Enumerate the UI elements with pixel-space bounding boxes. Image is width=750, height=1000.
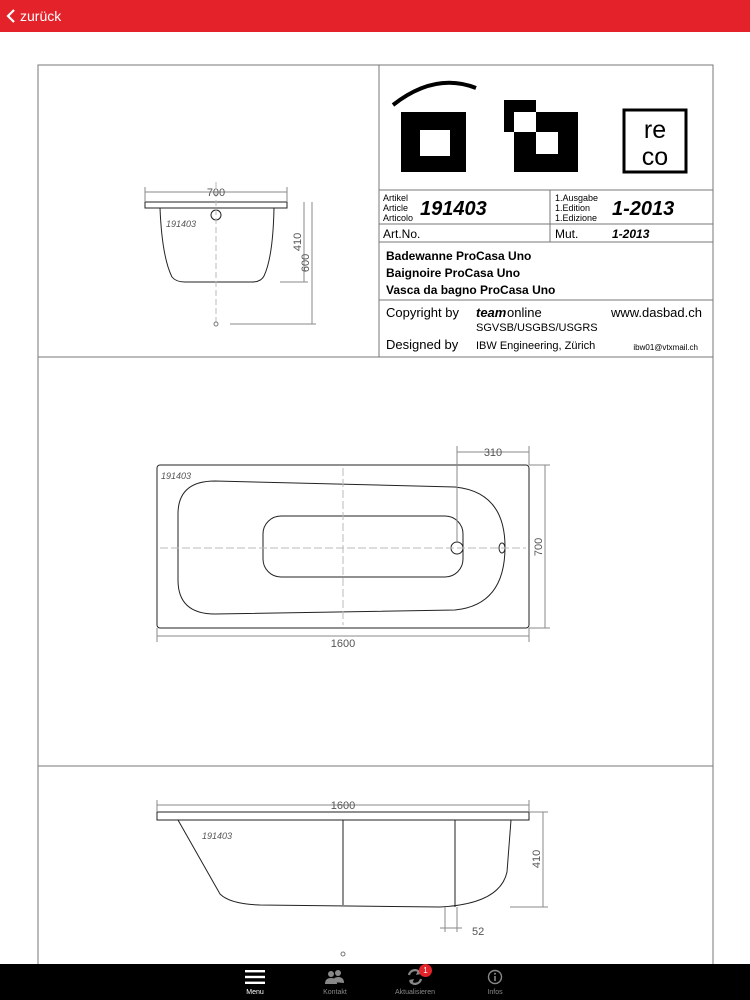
top-drain-offset-dim: 310 (483, 447, 503, 459)
front-product-code: 191403 (166, 219, 197, 229)
info-icon (487, 969, 503, 985)
drawing-canvas (0, 32, 750, 964)
top-product-code: 191403 (161, 471, 192, 481)
top-width-dim: 700 (533, 537, 545, 557)
edition-label-fr: 1.Edition (555, 203, 591, 213)
edition-value: 1-2013 (612, 198, 675, 220)
side-view-drawing (157, 800, 548, 956)
tab-kontakt[interactable] (295, 964, 375, 1000)
back-button[interactable] (6, 0, 61, 32)
tab-menu-label: Menu (246, 989, 264, 996)
side-product-code: 191403 (202, 831, 233, 841)
edition-label-de: 1.Ausgabe (555, 193, 599, 203)
article-label-fr: Article (383, 203, 409, 213)
tab-infos-label: Infos (487, 989, 503, 996)
product-name-it: Vasca da bagno ProCasa Uno (386, 283, 556, 297)
mut-label: Mut. (555, 227, 579, 241)
back-button-label: zurück (20, 8, 62, 24)
bottom-tab-bar (0, 964, 750, 1000)
top-length-dim: 1600 (330, 638, 356, 650)
side-depth-dim: 410 (531, 849, 543, 869)
update-count-badge: 1 (419, 964, 432, 977)
front-total-height-dim: 600 (300, 253, 312, 273)
article-label-de: Artikel (383, 193, 409, 203)
designed-label: Designed by (386, 337, 459, 352)
front-inner-height-dim: 410 (292, 232, 304, 252)
tab-kontakt-label: Kontakt (323, 989, 347, 996)
squares-logo (504, 100, 578, 172)
artno-label: Art.No. (383, 227, 421, 241)
designer-name: IBW Engineering, Zürich (476, 340, 596, 352)
email-text: ibw01@vtxmail.ch (633, 343, 698, 352)
article-label-it: Articolo (383, 213, 414, 223)
tab-aktualisieren[interactable] (375, 964, 455, 1000)
contacts-icon (324, 969, 346, 985)
tab-infos[interactable] (455, 964, 535, 1000)
chevron-left-icon (6, 9, 16, 23)
house-logo (393, 83, 476, 172)
tab-aktualisieren-label: Aktualisieren (394, 989, 436, 996)
article-number: 191403 (420, 198, 487, 220)
technical-drawing-sheet[interactable] (0, 32, 750, 964)
product-name-de: Badewanne ProCasa Uno (386, 249, 532, 263)
tab-menu[interactable] (215, 964, 295, 1000)
online-word: online (507, 305, 542, 320)
logo-text-co: co (641, 143, 669, 171)
logo-text-re: re (643, 116, 667, 144)
associations-text: SGVSB/USGBS/USGRS (476, 322, 598, 334)
copyright-label: Copyright by (386, 305, 459, 320)
hamburger-menu-icon (244, 969, 266, 985)
top-view-drawing (157, 446, 550, 642)
side-length-dim: 1600 (330, 800, 356, 812)
product-name-fr: Baignoire ProCasa Uno (386, 266, 521, 280)
front-view-drawing (145, 182, 316, 326)
top-bar (0, 0, 750, 32)
website-text: www.dasbad.ch (610, 305, 702, 320)
mut-value: 1-2013 (612, 227, 650, 241)
front-width-dim: 700 (206, 187, 226, 199)
edition-label-it: 1.Edizione (555, 213, 598, 223)
team-word: team (476, 305, 507, 320)
side-foot-dim: 52 (472, 926, 485, 938)
